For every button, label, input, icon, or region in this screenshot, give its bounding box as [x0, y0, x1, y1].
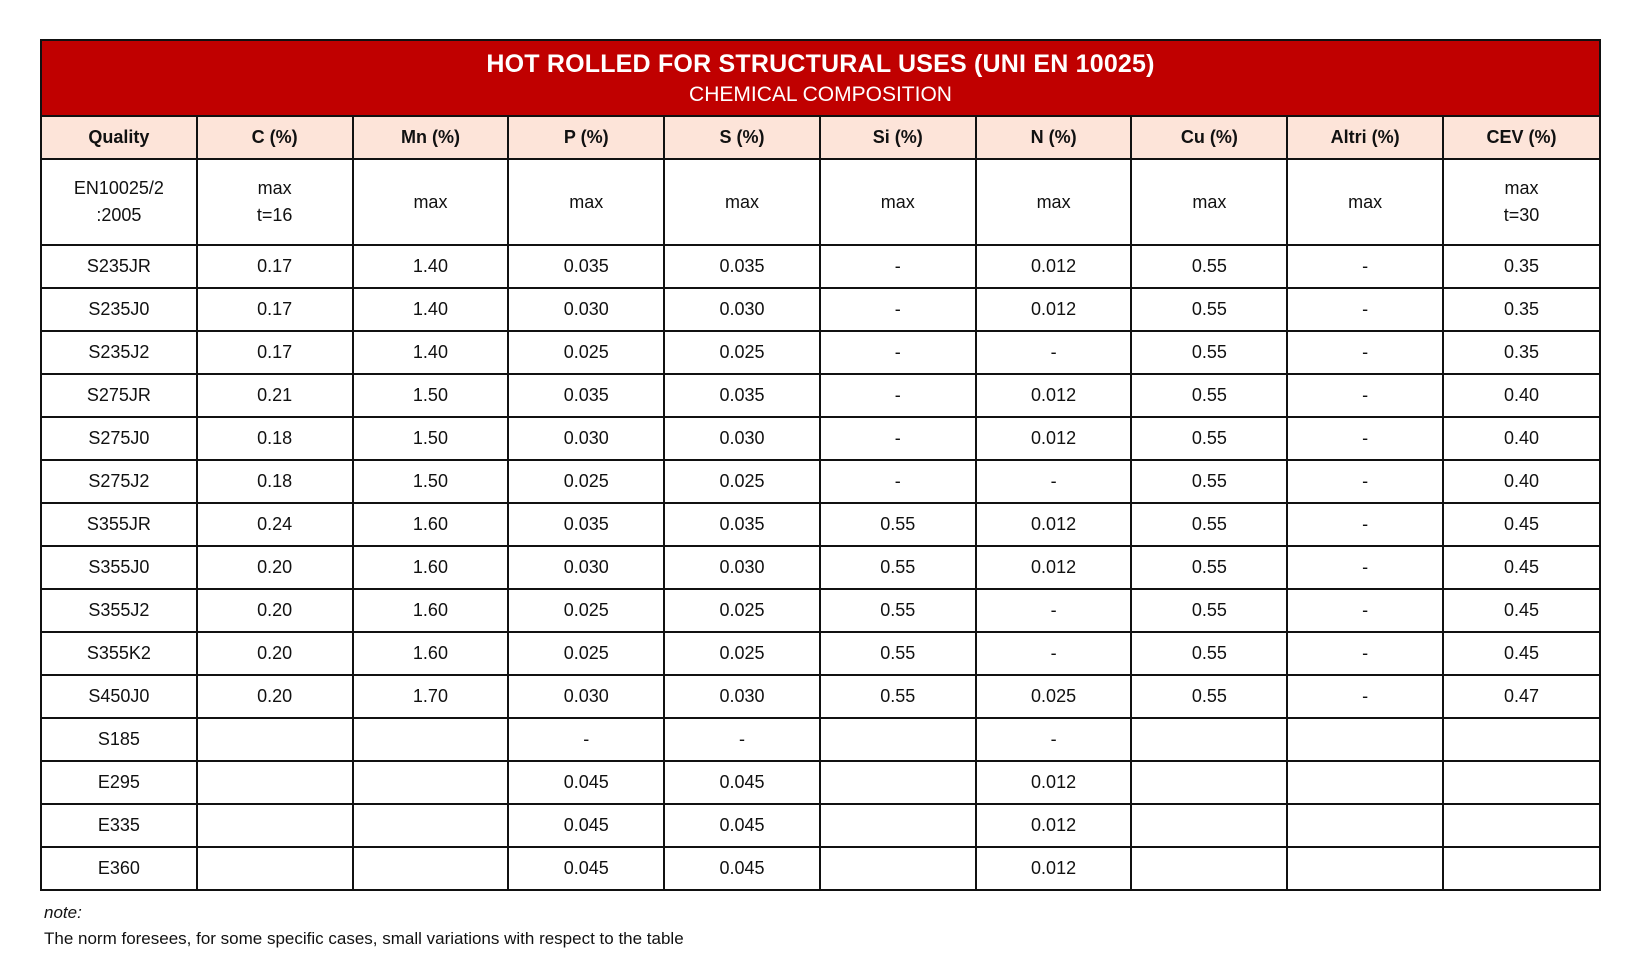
value-cell: 0.17: [197, 245, 353, 288]
table-row: [41, 417, 1600, 460]
value-cell: 0.025: [508, 589, 664, 632]
value-cell: 1.60: [353, 503, 509, 546]
value-cell: 0.24: [197, 503, 353, 546]
value-cell: [353, 718, 509, 761]
page-subtitle: CHEMICAL COMPOSITION: [689, 83, 952, 106]
value-cell: 1.40: [353, 288, 509, 331]
quality-cell: E360: [41, 847, 197, 890]
column-header: CEV (%): [1443, 116, 1600, 159]
value-cell: 1.70: [353, 675, 509, 718]
column-header: Cu (%): [1131, 116, 1287, 159]
value-cell: 0.025: [976, 675, 1132, 718]
value-cell: 0.35: [1443, 331, 1600, 374]
spec-cell: EN10025/2 :2005: [41, 159, 197, 245]
quality-cell: S275JR: [41, 374, 197, 417]
table-row: [41, 675, 1600, 718]
value-cell: 0.20: [197, 589, 353, 632]
table-row: [41, 761, 1600, 804]
value-cell: 0.025: [508, 331, 664, 374]
value-cell: 0.55: [1131, 632, 1287, 675]
value-cell: -: [820, 374, 976, 417]
value-cell: -: [1287, 374, 1443, 417]
value-cell: 0.47: [1443, 675, 1600, 718]
value-cell: [1287, 847, 1443, 890]
value-cell: [1443, 761, 1600, 804]
value-cell: -: [1287, 331, 1443, 374]
value-cell: 0.035: [664, 374, 820, 417]
value-cell: 0.035: [508, 245, 664, 288]
value-cell: 0.030: [508, 546, 664, 589]
value-cell: 0.40: [1443, 460, 1600, 503]
value-cell: [353, 761, 509, 804]
value-cell: -: [820, 331, 976, 374]
value-cell: 0.012: [976, 288, 1132, 331]
note-label: note:: [44, 903, 82, 922]
value-cell: [820, 847, 976, 890]
value-cell: -: [976, 589, 1132, 632]
value-cell: 1.60: [353, 546, 509, 589]
spec-row: [41, 159, 1600, 245]
spec-cell: max: [1131, 159, 1287, 245]
value-cell: -: [820, 460, 976, 503]
value-cell: 0.45: [1443, 546, 1600, 589]
value-cell: [1443, 847, 1600, 890]
value-cell: -: [1287, 417, 1443, 460]
value-cell: [1443, 804, 1600, 847]
value-cell: 0.55: [1131, 546, 1287, 589]
quality-cell: S235J2: [41, 331, 197, 374]
value-cell: -: [820, 417, 976, 460]
column-header: S (%): [664, 116, 820, 159]
spec-cell: max: [664, 159, 820, 245]
value-cell: -: [1287, 675, 1443, 718]
value-cell: [353, 804, 509, 847]
table-row: [41, 589, 1600, 632]
value-cell: [197, 761, 353, 804]
value-cell: 0.030: [664, 288, 820, 331]
value-cell: 0.20: [197, 632, 353, 675]
value-cell: 0.030: [664, 546, 820, 589]
value-cell: -: [976, 331, 1132, 374]
value-cell: -: [976, 460, 1132, 503]
table-row: [41, 718, 1600, 761]
value-cell: [1287, 804, 1443, 847]
quality-cell: S355J0: [41, 546, 197, 589]
table-row: [41, 245, 1600, 288]
composition-sheet: [40, 39, 1601, 891]
value-cell: 0.012: [976, 804, 1132, 847]
value-cell: [197, 718, 353, 761]
value-cell: 0.025: [508, 460, 664, 503]
value-cell: 1.50: [353, 374, 509, 417]
value-cell: -: [1287, 503, 1443, 546]
column-header: C (%): [197, 116, 353, 159]
value-cell: 0.012: [976, 503, 1132, 546]
quality-cell: S185: [41, 718, 197, 761]
composition-table: [40, 115, 1601, 891]
value-cell: [197, 847, 353, 890]
header-row: [41, 116, 1600, 159]
value-cell: 0.025: [508, 632, 664, 675]
value-cell: 0.55: [1131, 331, 1287, 374]
value-cell: 0.012: [976, 546, 1132, 589]
quality-cell: S450J0: [41, 675, 197, 718]
column-header: N (%): [976, 116, 1132, 159]
value-cell: 0.18: [197, 417, 353, 460]
value-cell: [820, 718, 976, 761]
value-cell: [1287, 718, 1443, 761]
value-cell: -: [508, 718, 664, 761]
quality-cell: S355J2: [41, 589, 197, 632]
value-cell: 1.50: [353, 460, 509, 503]
value-cell: [353, 847, 509, 890]
value-cell: 0.55: [1131, 675, 1287, 718]
table-row: [41, 632, 1600, 675]
value-cell: [820, 761, 976, 804]
spec-cell: max: [353, 159, 509, 245]
spec-cell: max: [820, 159, 976, 245]
value-cell: 0.030: [664, 417, 820, 460]
value-cell: 0.030: [664, 675, 820, 718]
quality-cell: S235J0: [41, 288, 197, 331]
value-cell: 0.55: [1131, 374, 1287, 417]
table-row: [41, 503, 1600, 546]
page-title: HOT ROLLED FOR STRUCTURAL USES (UNI EN 10025): [486, 50, 1155, 78]
spec-cell: max: [976, 159, 1132, 245]
value-cell: 0.030: [508, 417, 664, 460]
value-cell: 0.17: [197, 288, 353, 331]
table-row: [41, 331, 1600, 374]
value-cell: 0.55: [820, 503, 976, 546]
value-cell: 0.55: [820, 675, 976, 718]
value-cell: 0.35: [1443, 245, 1600, 288]
value-cell: 0.40: [1443, 374, 1600, 417]
value-cell: -: [1287, 460, 1443, 503]
value-cell: [197, 804, 353, 847]
value-cell: [1131, 761, 1287, 804]
value-cell: -: [1287, 546, 1443, 589]
footnote: [44, 900, 684, 952]
value-cell: 0.55: [1131, 417, 1287, 460]
table-row: [41, 804, 1600, 847]
value-cell: 0.030: [508, 288, 664, 331]
value-cell: 1.40: [353, 331, 509, 374]
value-cell: [1287, 761, 1443, 804]
value-cell: 0.045: [508, 804, 664, 847]
value-cell: 0.012: [976, 374, 1132, 417]
quality-cell: S275J0: [41, 417, 197, 460]
column-header: Si (%): [820, 116, 976, 159]
value-cell: -: [820, 245, 976, 288]
value-cell: 0.035: [664, 245, 820, 288]
value-cell: 0.045: [664, 847, 820, 890]
value-cell: -: [1287, 589, 1443, 632]
value-cell: 0.17: [197, 331, 353, 374]
table-row: [41, 546, 1600, 589]
value-cell: 0.035: [664, 503, 820, 546]
quality-cell: E295: [41, 761, 197, 804]
value-cell: -: [1287, 632, 1443, 675]
value-cell: 0.45: [1443, 589, 1600, 632]
value-cell: 0.45: [1443, 503, 1600, 546]
value-cell: 0.45: [1443, 632, 1600, 675]
quality-cell: E335: [41, 804, 197, 847]
value-cell: -: [1287, 288, 1443, 331]
value-cell: 0.55: [1131, 460, 1287, 503]
quality-cell: S355JR: [41, 503, 197, 546]
value-cell: 0.030: [508, 675, 664, 718]
value-cell: [1443, 718, 1600, 761]
column-header: Quality: [41, 116, 197, 159]
value-cell: 0.55: [820, 632, 976, 675]
value-cell: 0.025: [664, 589, 820, 632]
value-cell: 0.045: [664, 761, 820, 804]
value-cell: [1131, 847, 1287, 890]
value-cell: 0.20: [197, 675, 353, 718]
spec-cell: max: [508, 159, 664, 245]
value-cell: 0.025: [664, 460, 820, 503]
value-cell: 0.55: [1131, 288, 1287, 331]
value-cell: -: [976, 718, 1132, 761]
value-cell: 0.012: [976, 847, 1132, 890]
value-cell: 0.18: [197, 460, 353, 503]
value-cell: [1131, 718, 1287, 761]
spec-cell: max: [1287, 159, 1443, 245]
value-cell: 0.012: [976, 417, 1132, 460]
column-header: P (%): [508, 116, 664, 159]
value-cell: 0.55: [820, 589, 976, 632]
note-text: The norm foresees, for some specific cases, small variations with respect to the table: [44, 929, 684, 948]
quality-cell: S355K2: [41, 632, 197, 675]
value-cell: 0.55: [1131, 245, 1287, 288]
value-cell: 1.60: [353, 589, 509, 632]
value-cell: 0.045: [508, 761, 664, 804]
value-cell: 1.40: [353, 245, 509, 288]
value-cell: 0.20: [197, 546, 353, 589]
quality-cell: S235JR: [41, 245, 197, 288]
value-cell: 0.55: [820, 546, 976, 589]
column-header: Altri (%): [1287, 116, 1443, 159]
column-header: Mn (%): [353, 116, 509, 159]
value-cell: 0.21: [197, 374, 353, 417]
value-cell: 0.012: [976, 245, 1132, 288]
value-cell: 0.025: [664, 632, 820, 675]
value-cell: -: [976, 632, 1132, 675]
value-cell: 0.40: [1443, 417, 1600, 460]
value-cell: 0.012: [976, 761, 1132, 804]
value-cell: -: [1287, 245, 1443, 288]
value-cell: 0.035: [508, 503, 664, 546]
value-cell: 0.55: [1131, 589, 1287, 632]
value-cell: 0.045: [508, 847, 664, 890]
table-row: [41, 374, 1600, 417]
table-row: [41, 460, 1600, 503]
value-cell: 0.55: [1131, 503, 1287, 546]
value-cell: 0.35: [1443, 288, 1600, 331]
value-cell: 0.025: [664, 331, 820, 374]
value-cell: 0.045: [664, 804, 820, 847]
title-banner: [40, 39, 1601, 115]
value-cell: -: [820, 288, 976, 331]
value-cell: 0.035: [508, 374, 664, 417]
table-row: [41, 847, 1600, 890]
value-cell: 1.60: [353, 632, 509, 675]
value-cell: [820, 804, 976, 847]
value-cell: 1.50: [353, 417, 509, 460]
spec-cell: max t=16: [197, 159, 353, 245]
value-cell: -: [664, 718, 820, 761]
table-row: [41, 288, 1600, 331]
value-cell: [1131, 804, 1287, 847]
quality-cell: S275J2: [41, 460, 197, 503]
spec-cell: max t=30: [1443, 159, 1600, 245]
